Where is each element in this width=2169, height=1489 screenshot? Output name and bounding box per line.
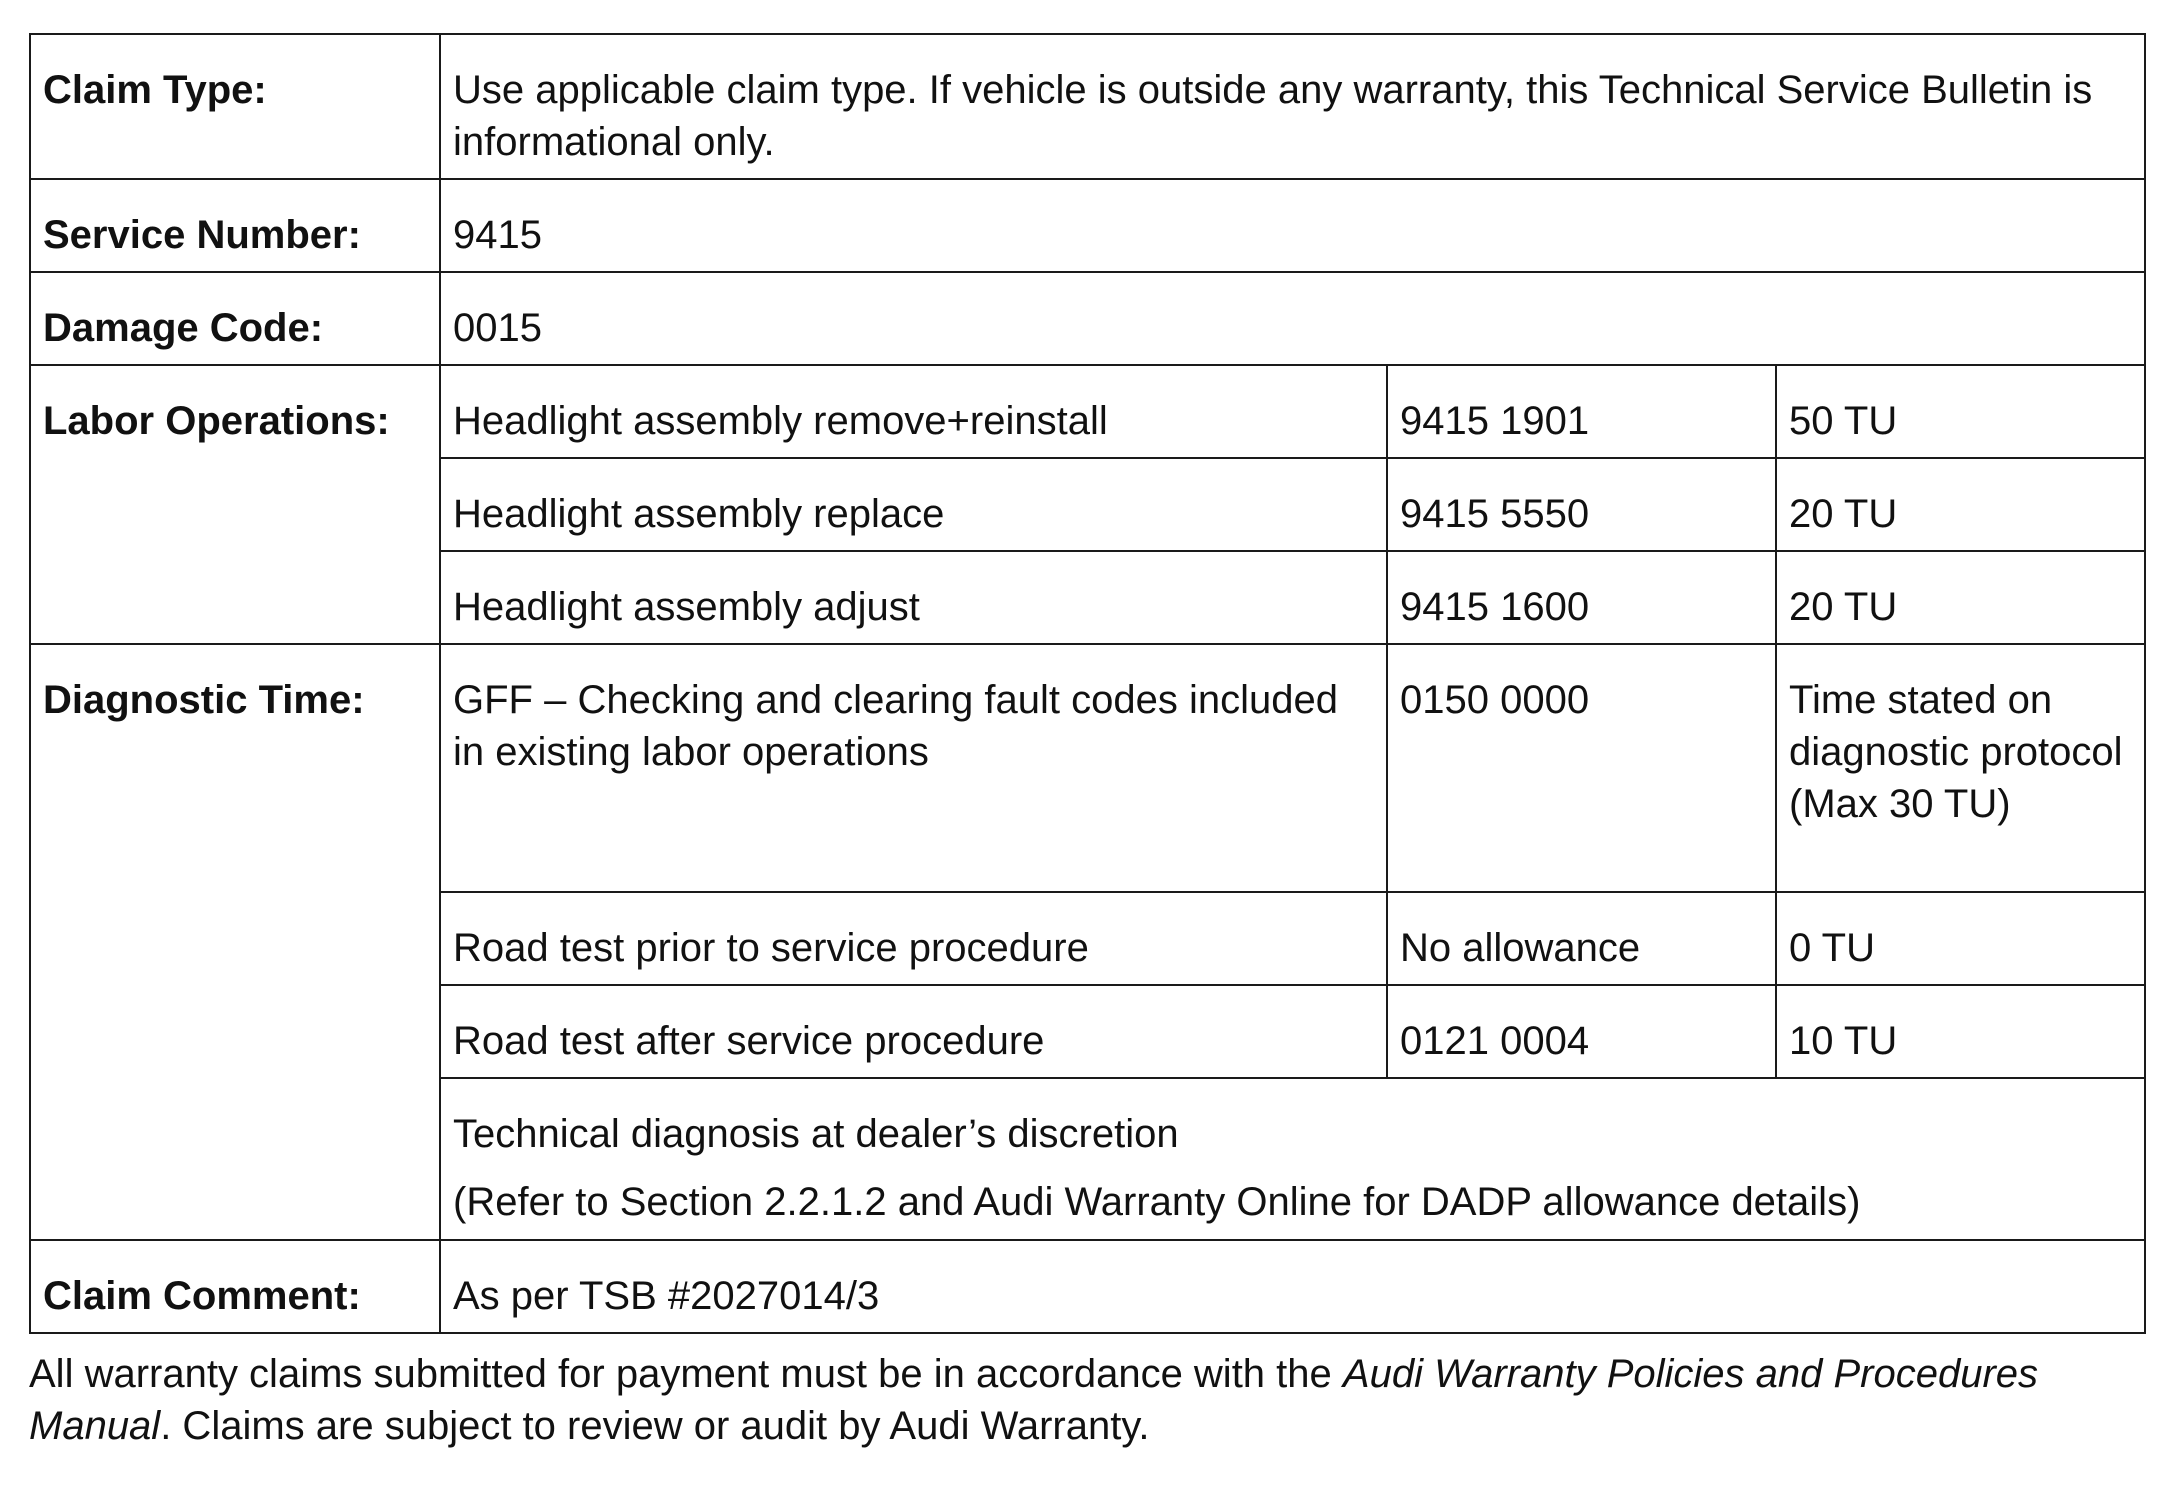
claim-comment-row	[30, 1240, 2145, 1333]
claim-type-value: Use applicable claim type. If vehicle is outside any warranty, this Technical Service Bulletin is informational only.	[440, 34, 2145, 179]
labor-operations-label: Labor Operations:	[30, 365, 440, 644]
diagnostic-time-label: Diagnostic Time:	[30, 644, 440, 1240]
claim-type-row	[30, 34, 2145, 179]
warranty-footer-note	[29, 1348, 2144, 1452]
labor-operation-code: 9415 5550	[1387, 458, 1776, 551]
damage-code-row	[30, 272, 2145, 365]
service-number-row	[30, 179, 2145, 272]
diagnostic-row	[30, 644, 2145, 892]
labor-operation-description: Headlight assembly adjust	[440, 551, 1387, 644]
diagnostic-code: No allowance	[1387, 892, 1776, 985]
warranty-claim-table	[29, 33, 2146, 1334]
footer-text-before: All warranty claims submitted for payment must be in accordance with the	[29, 1352, 1343, 1396]
diagnostic-code: 0121 0004	[1387, 985, 1776, 1078]
footer-text-after: . Claims are subject to review or audit by Audi Warranty.	[160, 1404, 1150, 1448]
diagnostic-description: Road test after service procedure	[440, 985, 1387, 1078]
diagnostic-time: 0 TU	[1776, 892, 2145, 985]
footer-manual-title: Audi Warranty Policies and Procedures Manual	[29, 1352, 2039, 1448]
claim-comment-label: Claim Comment:	[30, 1240, 440, 1333]
diagnostic-code: 0150 0000	[1387, 644, 1776, 892]
labor-operation-description: Headlight assembly remove+reinstall	[440, 365, 1387, 458]
service-number-label: Service Number:	[30, 179, 440, 272]
labor-operation-time: 20 TU	[1776, 551, 2145, 644]
claim-type-label: Claim Type:	[30, 34, 440, 179]
diagnostic-description: Road test prior to service procedure	[440, 892, 1387, 985]
diagnostic-time: 10 TU	[1776, 985, 2145, 1078]
labor-operation-code: 9415 1600	[1387, 551, 1776, 644]
labor-operation-time: 50 TU	[1776, 365, 2145, 458]
diagnostic-note-line1: Technical diagnosis at dealer’s discretion	[453, 1112, 1179, 1156]
damage-code-value: 0015	[440, 272, 2145, 365]
labor-operation-row	[30, 365, 2145, 458]
claim-comment-value: As per TSB #2027014/3	[440, 1240, 2145, 1333]
labor-operation-description: Headlight assembly replace	[440, 458, 1387, 551]
diagnostic-note	[440, 1078, 2145, 1240]
diagnostic-note-line2: (Refer to Section 2.2.1.2 and Audi Warranty Online for DADP allowance details)	[453, 1180, 1861, 1224]
labor-operation-time: 20 TU	[1776, 458, 2145, 551]
diagnostic-description: GFF – Checking and clearing fault codes included in existing labor operations	[440, 644, 1387, 892]
service-number-value: 9415	[440, 179, 2145, 272]
diagnostic-time: Time stated on diagnostic protocol (Max 30 TU)	[1776, 644, 2145, 892]
damage-code-label: Damage Code:	[30, 272, 440, 365]
labor-operation-code: 9415 1901	[1387, 365, 1776, 458]
